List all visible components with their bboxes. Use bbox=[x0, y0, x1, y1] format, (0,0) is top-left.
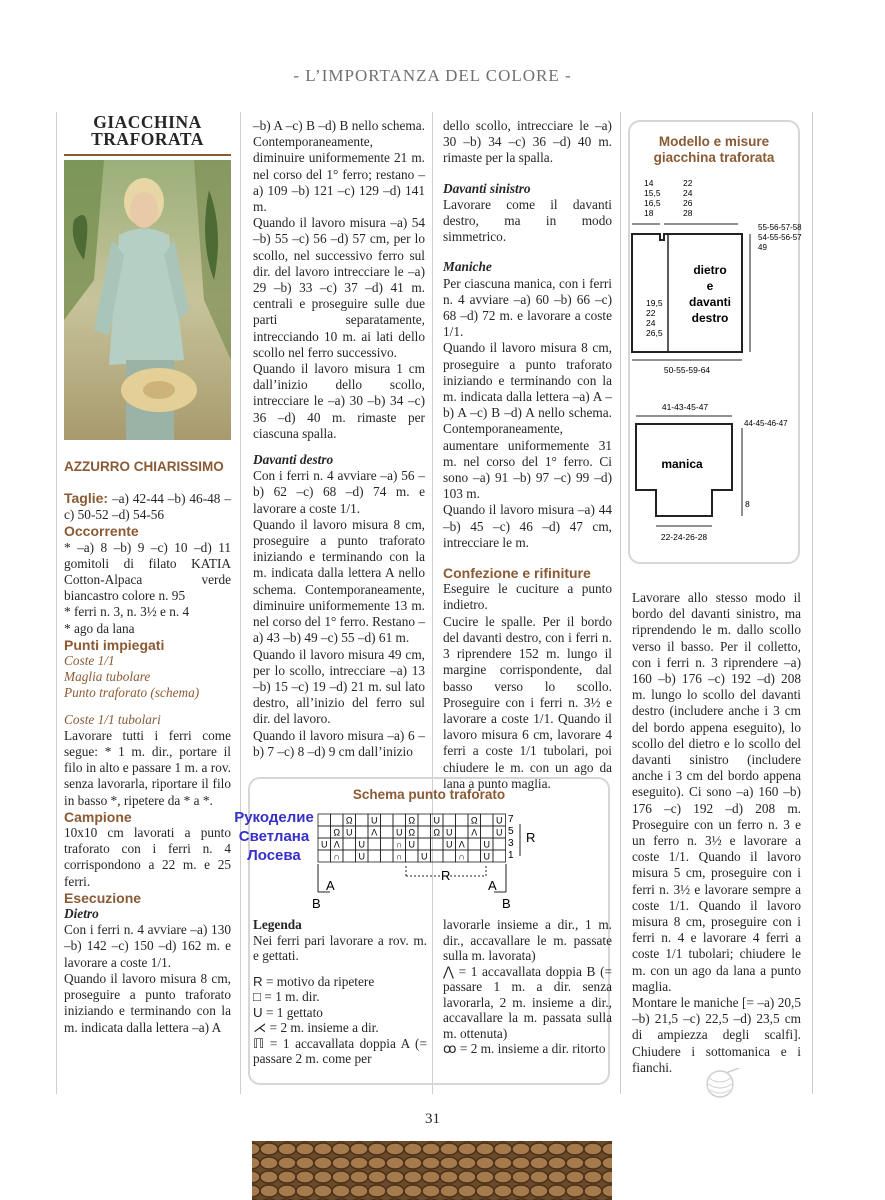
column-divider bbox=[56, 112, 57, 1094]
knit-stitch bbox=[296, 1143, 314, 1155]
chart-symbol: U bbox=[483, 839, 490, 850]
chart-symbol: U bbox=[371, 815, 378, 826]
knit-stitch bbox=[476, 1157, 494, 1169]
back-text: Quando il lavoro misura –a) 54 –b) 55 –c) 56 –d) 57 cm, per lo scollo, nel successivo ferro sul dir. del lavoro intrecciare le –a) 29 –b) 33 –c) 37 –d) 41 m. centrali e proseguire sulle due parti separatamente, intrecciando 10 m. ai lati dello scollo nel ferro successivo. bbox=[253, 215, 425, 360]
knit-stitch bbox=[350, 1185, 368, 1197]
chart-cell bbox=[343, 838, 356, 850]
stitch-chart-title: Schema punto traforato bbox=[352, 787, 506, 802]
yarn-ball-icon bbox=[690, 1068, 750, 1102]
chart-cell bbox=[318, 850, 331, 862]
chart-symbol: U bbox=[496, 815, 503, 826]
stitch-item: Coste 1/1 bbox=[64, 653, 115, 669]
chart-symbol: Ω bbox=[345, 815, 353, 826]
legend-symbol: ꝏ bbox=[443, 1041, 457, 1056]
knit-stitch bbox=[314, 1143, 332, 1155]
row-number: 7 bbox=[508, 814, 514, 825]
knit-stitch bbox=[278, 1171, 296, 1183]
height-measure: 49 bbox=[758, 243, 767, 252]
chart-symbol: U bbox=[396, 827, 403, 838]
knit-stitch bbox=[368, 1171, 386, 1183]
chart-cell bbox=[381, 814, 394, 826]
legend-item bbox=[253, 1020, 427, 1036]
materials-item: * –a) 8 –b) 9 –c) 10 –d) 11 gomitoli di filato KATIA Cotton-Alpaca verde biancastro colore n. 95 bbox=[64, 539, 231, 604]
knit-stitch bbox=[602, 1171, 612, 1183]
chart-symbol: Ω bbox=[433, 827, 441, 838]
right-front-text: dello scollo, intrecciare le –a) 30 –b) 34 –c) 36 –d) 40 m. rimaste per la spalla. bbox=[443, 118, 612, 166]
chart-cell bbox=[368, 838, 381, 850]
chart-cell bbox=[418, 826, 431, 838]
sleeves-heading: Maniche bbox=[443, 259, 492, 275]
knit-stitch bbox=[494, 1157, 512, 1169]
knit-stitch bbox=[332, 1143, 350, 1155]
knit-stitch bbox=[566, 1185, 584, 1197]
column-3 bbox=[443, 118, 612, 792]
neck-left-measure: 15,5 bbox=[644, 188, 661, 198]
column-4 bbox=[632, 590, 801, 1076]
chart-symbol: Ʌ bbox=[471, 827, 478, 838]
front-length-measure: 24 bbox=[646, 318, 656, 328]
knit-stitch bbox=[386, 1171, 404, 1183]
chart-symbol: ∩ bbox=[396, 839, 403, 850]
right-front-heading: Davanti destro bbox=[253, 452, 334, 468]
chart-symbol: U bbox=[483, 851, 490, 862]
height-measure: 54-55-56-57 bbox=[758, 233, 802, 242]
chart-cell bbox=[481, 814, 494, 826]
sizes-label: Taglie: bbox=[64, 490, 109, 506]
legend-text: = 1 gettato bbox=[265, 1004, 323, 1020]
body-width-measure: 50-55-59-64 bbox=[663, 365, 711, 375]
measurements-diagram bbox=[628, 170, 808, 550]
column-divider bbox=[812, 112, 813, 1094]
watermark-line: Светлана bbox=[238, 828, 310, 845]
knit-stitch bbox=[512, 1157, 530, 1169]
chart-cell bbox=[381, 826, 394, 838]
piece-label: dietro bbox=[693, 263, 727, 277]
piece-label: e bbox=[706, 279, 714, 293]
front-length-measure: 26,5 bbox=[646, 328, 663, 338]
knit-stitch bbox=[368, 1143, 386, 1155]
repeat-marker: R bbox=[441, 868, 451, 883]
knit-stitch bbox=[584, 1157, 602, 1169]
sleeves-text: Quando il lavoro misura –a) 44 –b) 45 –c) 46 –d) 47 cm, intrecciare le m. bbox=[443, 502, 612, 550]
chart-symbol: ∩ bbox=[333, 851, 340, 862]
knit-stitch bbox=[458, 1157, 476, 1169]
back-heading: Dietro bbox=[64, 906, 99, 922]
sizes-text: –a) 42-44 –b) 46-48 –c) 50-52 –d) 54-56 bbox=[64, 491, 231, 523]
knit-stitch bbox=[314, 1171, 332, 1183]
knit-stitch bbox=[386, 1157, 404, 1169]
chart-symbol: Ω bbox=[408, 827, 416, 838]
knit-stitch bbox=[440, 1157, 458, 1169]
knit-stitch bbox=[332, 1185, 350, 1197]
chart-cell bbox=[481, 826, 494, 838]
chart-cell bbox=[493, 850, 506, 862]
chart-symbol: Λ bbox=[458, 839, 465, 850]
chart-symbol: U bbox=[358, 839, 365, 850]
neck-right-measure: 26 bbox=[683, 198, 693, 208]
color-name: AZZURRO CHIARISSIMO bbox=[64, 459, 224, 474]
legend-item bbox=[443, 1041, 612, 1057]
chart-symbol: U bbox=[421, 851, 428, 862]
chart-cell bbox=[381, 838, 394, 850]
knit-stitch bbox=[260, 1171, 278, 1183]
chart-cell bbox=[443, 850, 456, 862]
knit-stitch bbox=[440, 1171, 458, 1183]
watermark-line: Лосева bbox=[247, 847, 301, 864]
knit-stitch bbox=[548, 1185, 566, 1197]
right-front-text: Quando il lavoro misura 49 cm, per lo scollo, intrecciare –a) 13 –b) 15 –c) 19 –d) 21 m. sul lato destro, all’inizio del ferro sul dir. del lavoro. bbox=[253, 646, 425, 727]
finishing-text: Montare le maniche [= –a) 20,5 –b) 21,5 –c) 22,5 –d) 23,5 cm di ampiezza degli scalfi]. Chiudere i sottomanica e i fianchi. bbox=[632, 995, 801, 1075]
knit-stitch bbox=[494, 1143, 512, 1155]
sleeves-text: Per ciascuna manica, con i ferri n. 4 avviare –a) 60 –b) 66 –c) 68 –d) 72 m. e lavorare a coste 1/1. bbox=[443, 275, 612, 340]
chart-symbol: U bbox=[321, 839, 328, 850]
legend-column-1 bbox=[253, 917, 427, 1067]
sleeve-top-measure: 41-43-45-47 bbox=[661, 402, 709, 412]
watermark-line: Рукоделие bbox=[234, 809, 314, 826]
knit-stitch bbox=[404, 1171, 422, 1183]
knit-stitch bbox=[566, 1157, 584, 1169]
knit-stitch bbox=[422, 1185, 440, 1197]
knit-stitch bbox=[602, 1157, 612, 1169]
article-title-line: TRAFORATA bbox=[91, 129, 204, 149]
legend-item bbox=[443, 964, 612, 1042]
legend-text: = 2 m. insieme a dir. ritorto bbox=[459, 1041, 606, 1056]
legend-text: = motivo da ripetere bbox=[265, 973, 375, 989]
start-marker: A bbox=[488, 878, 497, 893]
finishing-text: Lavorare allo stesso modo il bordo del davanti sinistro, ma riprendendo le m. dallo scollo verso il basso. Per il colletto, con i ferri n. 3 riprendere –a) 160 –b) 176 –c) 192 –d) 208 m. lungo lo scollo del davanti destro (includere anche i 3 cm del bordo appena eseguito), lo scollo del dietro e lo scollo del davanti sinistro (includere anche i 3 cm del bordo appena eseguito). Ci sono –a) 160 –b) 176 –c) 192 –d) 208 m. Proseguire con un ferro n. 3 e un ferro n. 3½ e lavorare a coste 1/1. Quando il lavoro misura 5 cm, proseguire con i ferri n. 3½ e lavorare sempre a coste 1/1. Quando il lavoro misura 8 cm, proseguire con i ferri n. 4 e lavorare 4 ferri a coste 1/1 tubolari; chiudere le m. con un ago da lana a punto maglia. bbox=[632, 590, 801, 994]
chart-symbol: U bbox=[346, 827, 353, 838]
back-text: Quando il lavoro misura 8 cm, proseguire a punto traforato iniziando e terminando con la m. indicata dalla lettera –a) A bbox=[64, 970, 231, 1035]
knit-stitch bbox=[260, 1157, 278, 1169]
knit-stitch bbox=[458, 1143, 476, 1155]
chart-cell bbox=[406, 850, 419, 862]
knit-stitch bbox=[332, 1157, 350, 1169]
knit-stitch bbox=[350, 1143, 368, 1155]
chart-symbol: ∩ bbox=[458, 851, 465, 862]
stitch-chart bbox=[310, 810, 550, 910]
knit-stitch bbox=[548, 1143, 566, 1155]
chart-cell bbox=[318, 814, 331, 826]
knit-stitch bbox=[476, 1185, 494, 1197]
row-number: 1 bbox=[508, 850, 514, 861]
knit-stitch bbox=[386, 1143, 404, 1155]
knit-stitch bbox=[512, 1185, 530, 1197]
legend-text: lavorarle insieme a dir., 1 m. dir., accavallare le m. passate sulla m. lavorata) bbox=[443, 917, 612, 963]
column-1 bbox=[64, 490, 231, 1036]
chart-cell bbox=[318, 826, 331, 838]
chart-cell bbox=[381, 850, 394, 862]
chart-symbol: Ω bbox=[470, 815, 478, 826]
materials-item: * ago da lana bbox=[64, 620, 135, 636]
title-underline bbox=[64, 154, 231, 156]
knit-stitch bbox=[440, 1185, 458, 1197]
knit-stitch bbox=[494, 1185, 512, 1197]
chart-symbol: U bbox=[496, 827, 503, 838]
chart-cell bbox=[418, 838, 431, 850]
left-front-text: Lavorare come il davanti destro, ma in modo simmetrico. bbox=[443, 196, 612, 245]
knit-stitch bbox=[422, 1171, 440, 1183]
front-length-measure: 22 bbox=[646, 308, 656, 318]
knit-stitch bbox=[584, 1171, 602, 1183]
knit-stitch bbox=[314, 1185, 332, 1197]
sleeve-length-measure: 44-45-46-47 bbox=[744, 419, 788, 428]
legend-item bbox=[253, 1005, 427, 1021]
knit-stitch bbox=[530, 1143, 548, 1155]
legend-symbol: U bbox=[253, 1004, 263, 1020]
chart-symbol: U bbox=[433, 815, 440, 826]
legend-text: = 1 m. dir. bbox=[264, 989, 320, 1004]
legend-symbol: R bbox=[253, 973, 263, 989]
page-header-title: - L’IMPORTANZA DEL COLORE - bbox=[293, 66, 572, 85]
page-number: 31 bbox=[425, 1111, 440, 1127]
neck-left-measure: 16,5 bbox=[644, 198, 661, 208]
chart-symbol: Ʌ bbox=[371, 827, 378, 838]
finishing-text: Cucire le spalle. Per il bordo del davanti destro, con i ferri n. 3 riprendere 152 m. lungo il margine corrispondente, dal basso verso lo scollo. Proseguire con i ferri n. 3½ e lavorare a coste 1/1. Quando il lavoro misura 6 cm, lavorare 4 ferri a coste 1/1 tubolari, poi chiudere le m. con un ago da lana a punto maglia. bbox=[443, 613, 612, 791]
chart-cell bbox=[343, 850, 356, 862]
knit-stitch bbox=[368, 1185, 386, 1197]
neck-right-measure: 24 bbox=[683, 188, 693, 198]
finishing-text: Eseguire le cuciture a punto indietro. bbox=[443, 581, 612, 613]
knit-stitch bbox=[458, 1171, 476, 1183]
chart-cell bbox=[456, 826, 469, 838]
knit-stitch bbox=[296, 1171, 314, 1183]
knit-stitch bbox=[476, 1171, 494, 1183]
right-front-text: Con i ferri n. 4 avviare –a) 56 –b) 62 –c) 68 –d) 74 m. e lavorare a coste 1/1. bbox=[253, 468, 425, 516]
legend-symbol: ⋀ bbox=[443, 963, 454, 979]
knit-stitch bbox=[296, 1185, 314, 1197]
chart-cell bbox=[368, 850, 381, 862]
neck-right-measure: 22 bbox=[683, 178, 693, 188]
legend-item bbox=[253, 989, 427, 1005]
knit-stitch bbox=[548, 1157, 566, 1169]
knit-stitch bbox=[602, 1143, 612, 1155]
knit-stitch bbox=[530, 1185, 548, 1197]
gauge-text: 10x10 cm lavorati a punto traforato con i ferri n. 4 corrispondono a 22 m. e 25 ferri. bbox=[64, 825, 231, 889]
article-title bbox=[64, 114, 231, 148]
knit-stitch bbox=[566, 1143, 584, 1155]
neck-right-measure: 28 bbox=[683, 208, 693, 218]
chart-cell bbox=[393, 814, 406, 826]
gauge-heading: Campione bbox=[64, 808, 132, 825]
knit-stitch bbox=[476, 1143, 494, 1155]
knit-stitch bbox=[530, 1171, 548, 1183]
back-text: Con i ferri n. 4 avviare –a) 130 –b) 142 –c) 150 –d) 162 m. e lavorare a coste 1/1. bbox=[64, 922, 231, 970]
front-length-measure: 19,5 bbox=[646, 298, 663, 308]
chart-cell bbox=[468, 838, 481, 850]
knit-stitch bbox=[368, 1157, 386, 1169]
legend-symbol: □ bbox=[253, 989, 262, 1004]
chart-cell bbox=[456, 814, 469, 826]
neck-left-measure: 18 bbox=[644, 208, 654, 218]
knit-stitch bbox=[512, 1143, 530, 1155]
legend-text: = 2 m. insieme a dir. bbox=[269, 1020, 379, 1035]
stitch-item: Maglia tubolare bbox=[64, 669, 151, 685]
chart-cell bbox=[356, 814, 369, 826]
knit-stitch bbox=[512, 1171, 530, 1183]
knit-stitch bbox=[350, 1171, 368, 1183]
article-title-line: GIACCHINA bbox=[93, 112, 202, 132]
legend-item bbox=[253, 974, 427, 990]
measurements-title-line: Modello e misure bbox=[658, 134, 770, 149]
row-number: 5 bbox=[508, 826, 514, 837]
knit-stitch bbox=[458, 1185, 476, 1197]
knit-stitch bbox=[278, 1157, 296, 1169]
legend-text: = 1 accavallata doppia B (= passare 1 m. a dir. senza lavorarla, 2 m. insieme a dir., accavallare la m. passata sulla m. ottenuta) bbox=[443, 963, 612, 1041]
knit-stitch bbox=[314, 1157, 332, 1169]
chart-symbol: U bbox=[446, 839, 453, 850]
chart-symbol: Ω bbox=[408, 815, 416, 826]
instructions-heading: Esecuzione bbox=[64, 889, 142, 906]
chart-symbol: Λ bbox=[333, 839, 340, 850]
chart-symbol: U bbox=[446, 827, 453, 838]
knit-stitch bbox=[278, 1143, 296, 1155]
rib-text: Lavorare tutti i ferri come segue: * 1 m. dir., portare il filo in alto e passare 1 m. a rov. senza lavorarla, riportare il filo in basso *, ripetere da * a *. bbox=[64, 727, 231, 808]
chart-cell bbox=[356, 826, 369, 838]
column-2 bbox=[253, 118, 425, 760]
right-front-text: Quando il lavoro misura –a) 6 –b) 7 –c) 8 –d) 9 cm dall’inizio bbox=[253, 727, 425, 759]
materials-item: * ferri n. 3, n. 3½ e n. 4 bbox=[64, 604, 190, 620]
knit-stitch bbox=[404, 1157, 422, 1169]
sleeves-text: Quando il lavoro misura 8 cm, proseguire a punto traforato iniziando e terminando con la m. indicata dalla lettera –a) A –b) A –c) B –d) A nello schema. Contemporaneamente, aumentare uniformemente 31 m. nel corso del 1° ferro. Ci sono –a) 91 –b) 97 –c) 99 –d) 103 m. bbox=[443, 340, 612, 502]
materials-heading: Occorrente bbox=[64, 523, 139, 540]
start-marker: B bbox=[502, 896, 511, 910]
knit-stitch bbox=[440, 1143, 458, 1155]
finishing-heading: Confezione e rifiniture bbox=[443, 565, 591, 582]
legend-intro: Nei ferri pari lavorare a rov. m. e gettati. bbox=[253, 932, 427, 963]
repeat-marker: R bbox=[526, 830, 536, 845]
knit-stitch bbox=[584, 1143, 602, 1155]
column-divider bbox=[240, 112, 241, 1094]
height-measure: 55-56-57-58 bbox=[758, 223, 802, 232]
cuff-width-measure: 22-24-26-28 bbox=[660, 532, 708, 542]
chart-cell bbox=[493, 838, 506, 850]
knit-stitch bbox=[566, 1171, 584, 1183]
knit-stitch bbox=[422, 1157, 440, 1169]
chart-symbol: Ω bbox=[333, 827, 341, 838]
measurements-title bbox=[628, 134, 800, 166]
knit-stitch bbox=[278, 1185, 296, 1197]
back-text: –b) A –c) B –d) B nello schema. Contemporaneamente, diminuire uniformemente 21 m. nel corso del 1° ferro; restano –a) 109 –b) 121 –c) 129 –d) 141 m. bbox=[253, 118, 425, 215]
knit-stitch bbox=[386, 1185, 404, 1197]
legend-title: Legenda bbox=[253, 917, 302, 932]
knit-texture-photo bbox=[252, 1141, 612, 1200]
chart-cell bbox=[331, 814, 344, 826]
watermark bbox=[224, 808, 324, 865]
knit-stitch bbox=[404, 1143, 422, 1155]
knit-stitch bbox=[332, 1171, 350, 1183]
knit-stitch bbox=[350, 1157, 368, 1169]
stitches-heading: Punti impiegati bbox=[64, 636, 165, 653]
legend-column-2 bbox=[443, 917, 612, 1057]
knit-stitch bbox=[602, 1185, 612, 1197]
knit-stitch bbox=[404, 1185, 422, 1197]
stitch-item: Punto traforato (schema) bbox=[64, 685, 200, 701]
rib-heading: Coste 1/1 tubolari bbox=[64, 711, 161, 727]
right-front-text: Quando il lavoro misura 8 cm, proseguire a punto traforato iniziando e terminando con la m. indicata dalla lettera A nello schema. Contemporaneamente, diminuire uniformemente 13 m. nel corso del 1° ferro. Restano –a) 43 –b) 49 –c) 55 –d) 61 m. bbox=[253, 516, 425, 646]
knit-stitch bbox=[584, 1185, 602, 1197]
chart-cell bbox=[418, 814, 431, 826]
knit-stitch bbox=[296, 1157, 314, 1169]
start-marker: B bbox=[312, 896, 321, 910]
start-marker: A bbox=[326, 878, 335, 893]
chart-cell bbox=[431, 838, 444, 850]
chart-symbol: U bbox=[408, 839, 415, 850]
legend-symbol: ⋌ bbox=[253, 1020, 267, 1035]
model-photo bbox=[64, 160, 231, 440]
chart-symbol: U bbox=[358, 851, 365, 862]
row-number: 3 bbox=[508, 838, 514, 849]
chart-cell bbox=[431, 850, 444, 862]
legend-symbol: ℿ bbox=[253, 1035, 265, 1051]
measurements-title-line: giacchina traforata bbox=[653, 150, 775, 165]
chart-symbol: ∩ bbox=[396, 851, 403, 862]
knit-stitch bbox=[260, 1143, 278, 1155]
cuff-measure: 8 bbox=[745, 499, 750, 509]
knit-stitch bbox=[530, 1157, 548, 1169]
neck-left-measure: 14 bbox=[644, 178, 654, 188]
left-front-heading: Davanti sinistro bbox=[443, 180, 531, 196]
knit-stitch bbox=[260, 1185, 278, 1197]
legend-item bbox=[253, 1036, 427, 1067]
knit-stitch bbox=[422, 1143, 440, 1155]
chart-cell bbox=[443, 814, 456, 826]
knit-stitch bbox=[494, 1171, 512, 1183]
back-text: Quando il lavoro misura 1 cm dall’inizio dello scollo, intrecciare le –a) 30 –b) 34 –c) 36 –d) 40 m. rimaste per ciascuna spalla. bbox=[253, 361, 425, 441]
legend-text: = 1 accavallata doppia A (= passare 2 m. come per bbox=[253, 1035, 427, 1066]
piece-label: destro bbox=[691, 311, 729, 325]
chart-cell bbox=[468, 850, 481, 862]
column-divider bbox=[620, 112, 621, 1094]
knit-stitch bbox=[548, 1171, 566, 1183]
piece-label: davanti bbox=[688, 295, 732, 309]
sleeve-label: manica bbox=[661, 457, 703, 471]
